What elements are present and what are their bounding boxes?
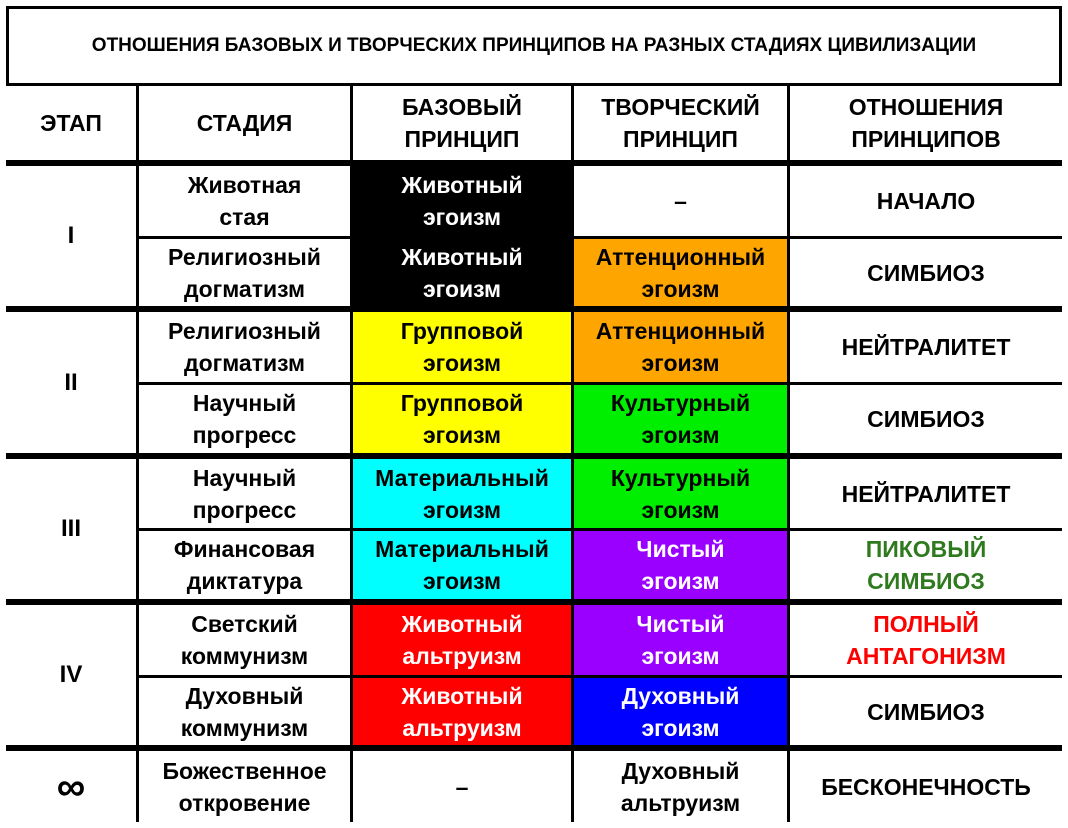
base-principle-cell: Материальный эгоизм bbox=[353, 531, 574, 605]
table-title: ОТНОШЕНИЯ БАЗОВЫХ И ТВОРЧЕСКИХ ПРИНЦИПОВ НА РАЗНЫХ СТАДИЯХ ЦИВИЛИЗАЦИИ bbox=[6, 6, 1062, 86]
base-principle-cell: Животный альтруизм bbox=[353, 678, 574, 752]
header-creative-principle: ТВОРЧЕСКИЙ ПРИНЦИП bbox=[574, 86, 790, 166]
stage-cell: Научный прогресс bbox=[139, 385, 353, 459]
etap-cell: III bbox=[6, 459, 139, 605]
relation-cell: СИМБИОЗ bbox=[790, 385, 1062, 459]
base-principle-cell: Животный эгоизм bbox=[353, 166, 574, 239]
header-stage: СТАДИЯ bbox=[139, 86, 353, 166]
table-row bbox=[6, 751, 1062, 822]
etap-cell: I bbox=[6, 166, 139, 312]
stage-cell: Божественное откровение bbox=[139, 751, 353, 822]
stage-cell: Религиозный догматизм bbox=[139, 312, 353, 385]
creative-principle-cell: Чистый эгоизм bbox=[574, 531, 790, 605]
relation-cell: БЕСКОНЕЧНОСТЬ bbox=[790, 751, 1062, 822]
header-etap: ЭТАП bbox=[6, 86, 139, 166]
header-relation: ОТНОШЕНИЯ ПРИНЦИПОВ bbox=[790, 86, 1062, 166]
table-row bbox=[6, 385, 1062, 459]
table-row bbox=[6, 678, 1062, 752]
creative-principle-cell: Аттенционный эгоизм bbox=[574, 312, 790, 385]
relation-cell: НЕЙТРАЛИТЕТ bbox=[790, 312, 1062, 385]
base-principle-cell: Групповой эгоизм bbox=[353, 385, 574, 459]
creative-principle-cell: Духовный эгоизм bbox=[574, 678, 790, 752]
table-row bbox=[6, 605, 1062, 678]
creative-principle-cell: Культурный эгоизм bbox=[574, 385, 790, 459]
etap-cell: II bbox=[6, 312, 139, 458]
stage-cell: Духовный коммунизм bbox=[139, 678, 353, 752]
table-row bbox=[6, 239, 1062, 313]
creative-principle-cell: – bbox=[574, 166, 790, 239]
etap-cell: ∞ bbox=[6, 751, 139, 822]
stage-cell: Религиозный догматизм bbox=[139, 239, 353, 313]
etap-cell: IV bbox=[6, 605, 139, 751]
base-principle-cell: Групповой эгоизм bbox=[353, 312, 574, 385]
table-row bbox=[6, 459, 1062, 532]
relation-cell: ПОЛНЫЙ АНТАГОНИЗМ bbox=[790, 605, 1062, 678]
principles-table bbox=[6, 6, 1062, 822]
creative-principle-cell: Культурный эгоизм bbox=[574, 459, 790, 532]
base-principle-cell: Животный альтруизм bbox=[353, 605, 574, 678]
stage-cell: Научный прогресс bbox=[139, 459, 353, 532]
stage-cell: Светский коммунизм bbox=[139, 605, 353, 678]
stage-cell: Животная стая bbox=[139, 166, 353, 239]
relation-cell: НЕЙТРАЛИТЕТ bbox=[790, 459, 1062, 532]
base-principle-cell: Животный эгоизм bbox=[353, 239, 574, 313]
relation-cell: НАЧАЛО bbox=[790, 166, 1062, 239]
relation-cell: СИМБИОЗ bbox=[790, 239, 1062, 313]
header-base-principle: БАЗОВЫЙ ПРИНЦИП bbox=[353, 86, 574, 166]
base-principle-cell: – bbox=[353, 751, 574, 822]
table-row bbox=[6, 531, 1062, 605]
relation-cell: ПИКОВЫЙ СИМБИОЗ bbox=[790, 531, 1062, 605]
creative-principle-cell: Духовный альтруизм bbox=[574, 751, 790, 822]
stage-cell: Финансовая диктатура bbox=[139, 531, 353, 605]
relation-cell: СИМБИОЗ bbox=[790, 678, 1062, 752]
base-principle-cell: Материальный эгоизм bbox=[353, 459, 574, 532]
creative-principle-cell: Чистый эгоизм bbox=[574, 605, 790, 678]
table-row bbox=[6, 312, 1062, 385]
creative-principle-cell: Аттенционный эгоизм bbox=[574, 239, 790, 313]
table-row bbox=[6, 166, 1062, 239]
